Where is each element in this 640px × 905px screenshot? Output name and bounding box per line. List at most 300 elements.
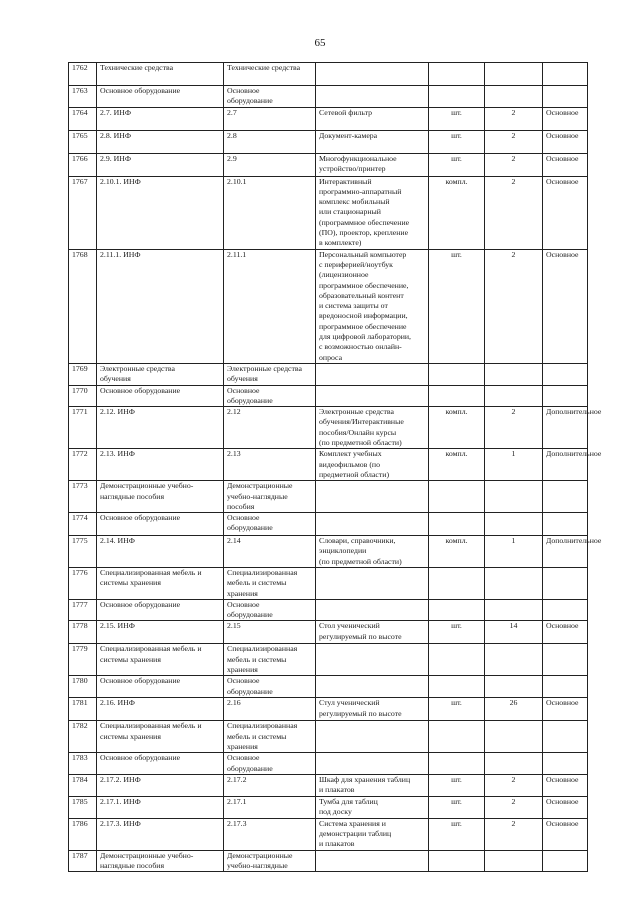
cell-text-line: Основное оборудование (100, 513, 181, 523)
cell-text-line: оборудование (227, 96, 273, 106)
equipment-type-cell (543, 86, 588, 108)
item-name-cell (316, 599, 429, 621)
page-number: 65 (314, 37, 326, 49)
unit-cell (429, 363, 485, 385)
equipment-type-cell: Основное (543, 130, 588, 153)
unit-cell: компл. (429, 449, 485, 481)
row-number-cell: 1771 (69, 407, 97, 449)
cell-text-line: 2.16. ИНФ (100, 698, 135, 708)
cell-text-line: Специализированная (227, 567, 298, 577)
cell-text-line: 2.14. ИНФ (100, 536, 135, 546)
reference-cell (224, 644, 316, 676)
table-row (69, 385, 588, 407)
cell-text-line: Специализированная (227, 644, 298, 654)
quantity-cell: 26 (485, 698, 543, 721)
equipment-type-cell: Основное (543, 698, 588, 721)
item-name-cell (316, 721, 429, 753)
cell-text-line: Документ-камера (319, 130, 378, 140)
cell-text-line: 2.17.2. ИНФ (100, 774, 141, 784)
cell-text-line: демонстрации таблиц (319, 829, 392, 839)
row-number-cell: 1785 (69, 796, 97, 818)
quantity-cell (485, 850, 543, 872)
cell-text-line: и система защиты от (319, 301, 388, 311)
cell-text-line: Специализированная мебель и (100, 721, 202, 731)
quantity-cell (485, 567, 543, 599)
table-row (69, 753, 588, 775)
item-name-cell (316, 567, 429, 599)
unit-cell (429, 676, 485, 698)
cell-text-line: 2.7 (227, 107, 237, 117)
unit-cell: шт. (429, 818, 485, 850)
item-name-cell (316, 698, 429, 721)
row-number-cell: 1768 (69, 249, 97, 363)
equipment-type-cell (543, 850, 588, 872)
quantity-cell (485, 513, 543, 536)
cell-text-line: 2.13. ИНФ (100, 449, 135, 459)
cell-text-line: 2.15 (227, 621, 241, 631)
equipment-type-cell (543, 644, 588, 676)
section-code-cell (97, 449, 224, 481)
section-code-cell (97, 818, 224, 850)
reference-cell (224, 753, 316, 775)
unit-cell: шт. (429, 153, 485, 176)
reference-cell (224, 698, 316, 721)
cell-text-line: Основное (227, 753, 260, 763)
cell-text-line: Демонстрационные учебно- (100, 481, 194, 491)
row-number-cell: 1764 (69, 107, 97, 130)
reference-cell (224, 850, 316, 872)
cell-text-line: под доску (319, 807, 352, 817)
item-name-cell (316, 818, 429, 850)
cell-text-line: и плакатов (319, 839, 355, 849)
unit-cell: шт. (429, 107, 485, 130)
table-row (69, 536, 588, 568)
table-row (69, 676, 588, 698)
reference-cell (224, 86, 316, 108)
equipment-type-cell (543, 599, 588, 621)
cell-text-line: Специализированная мебель и (100, 644, 202, 654)
equipment-type-cell (543, 385, 588, 407)
item-name-cell (316, 249, 429, 363)
reference-cell (224, 599, 316, 621)
quantity-cell: 2 (485, 153, 543, 176)
cell-text-line: предметной области) (319, 469, 390, 479)
cell-text-line: 2.16 (227, 698, 241, 708)
cell-text-line: 2.17.3. ИНФ (100, 818, 141, 828)
quantity-cell: 1 (485, 536, 543, 568)
equipment-type-cell: Основное (543, 107, 588, 130)
reference-cell (224, 481, 316, 513)
quantity-cell: 2 (485, 818, 543, 850)
row-number-cell: 1772 (69, 449, 97, 481)
row-number-cell: 1767 (69, 176, 97, 249)
equipment-type-cell (543, 63, 588, 86)
cell-text-line: Демонстрационные (227, 481, 293, 491)
cell-text-line: Специализированная мебель и (100, 567, 202, 577)
quantity-cell: 2 (485, 107, 543, 130)
table-row (69, 599, 588, 621)
cell-text-line: 2.17.3 (227, 818, 247, 828)
quantity-cell: 2 (485, 176, 543, 249)
row-number-cell: 1780 (69, 676, 97, 698)
item-name-cell (316, 385, 429, 407)
cell-text-line: Словари, справочники, (319, 536, 396, 546)
section-code-cell (97, 63, 224, 86)
cell-text-line: Основное оборудование (100, 599, 181, 609)
reference-cell (224, 63, 316, 86)
table-row (69, 481, 588, 513)
cell-text-line: системы хранения (100, 731, 161, 741)
equipment-type-cell: Дополнительное (543, 449, 588, 481)
unit-cell (429, 567, 485, 599)
section-code-cell (97, 481, 224, 513)
cell-text-line: 2.10.1. ИНФ (100, 176, 141, 186)
cell-text-line: 2.15. ИНФ (100, 621, 135, 631)
cell-text-line: 2.17.2 (227, 774, 247, 784)
cell-text-line: Сетевой фильтр (319, 107, 373, 117)
section-code-cell (97, 513, 224, 536)
cell-text-line: программное обеспечение, (319, 280, 409, 290)
cell-text-line: Электронные средства (319, 407, 394, 417)
section-code-cell (97, 753, 224, 775)
item-name-cell (316, 850, 429, 872)
row-number-cell: 1769 (69, 363, 97, 385)
unit-cell (429, 753, 485, 775)
quantity-cell (485, 86, 543, 108)
table-row (69, 176, 588, 249)
quantity-cell (485, 363, 543, 385)
unit-cell (429, 86, 485, 108)
cell-text-line: оборудование (227, 523, 273, 533)
reference-cell (224, 153, 316, 176)
table-row (69, 796, 588, 818)
table-row (69, 698, 588, 721)
cell-text-line: 2.12 (227, 407, 241, 417)
cell-text-line: системы хранения (100, 654, 161, 664)
table-row (69, 818, 588, 850)
item-name-cell (316, 86, 429, 108)
cell-text-line: хранения (227, 588, 258, 598)
reference-cell (224, 796, 316, 818)
unit-cell (429, 599, 485, 621)
cell-text-line: мебель и системы (227, 578, 287, 588)
reference-cell (224, 107, 316, 130)
row-number-cell: 1778 (69, 621, 97, 644)
reference-cell (224, 176, 316, 249)
reference-cell (224, 676, 316, 698)
item-name-cell (316, 481, 429, 513)
unit-cell (429, 850, 485, 872)
cell-text-line: комплекс мобильный (319, 197, 390, 207)
cell-text-line: Стул ученический (319, 698, 380, 708)
row-number-cell: 1765 (69, 130, 97, 153)
quantity-cell (485, 753, 543, 775)
cell-text-line: опроса (319, 352, 343, 362)
table-row (69, 63, 588, 86)
cell-text-line: обучения (100, 374, 131, 384)
row-number-cell: 1773 (69, 481, 97, 513)
cell-text-line: наглядные пособия (100, 491, 165, 501)
cell-text-line: оборудование (227, 763, 273, 773)
table-body (69, 63, 602, 872)
reference-cell (224, 818, 316, 850)
cell-text-line: Основное (227, 86, 260, 95)
section-code-cell (97, 599, 224, 621)
equipment-type-cell: Основное (543, 176, 588, 249)
item-name-cell (316, 753, 429, 775)
item-name-cell (316, 536, 429, 568)
section-code-cell (97, 676, 224, 698)
unit-cell (429, 63, 485, 86)
table-row (69, 153, 588, 176)
row-number-cell: 1782 (69, 721, 97, 753)
cell-text-line: Система хранения и (319, 818, 386, 828)
equipment-type-cell: Основное (543, 796, 588, 818)
unit-cell: шт. (429, 130, 485, 153)
cell-text-line: вредоносной информации, (319, 311, 408, 321)
quantity-cell (485, 721, 543, 753)
item-name-cell (316, 176, 429, 249)
equipment-type-cell: Основное (543, 153, 588, 176)
row-number-cell: 1774 (69, 513, 97, 536)
section-code-cell (97, 698, 224, 721)
unit-cell (429, 481, 485, 513)
unit-cell (429, 385, 485, 407)
reference-cell (224, 249, 316, 363)
cell-text-line: 2.13 (227, 449, 241, 459)
cell-text-line: регулируемый по высоте (319, 631, 402, 641)
quantity-cell: 1 (485, 449, 543, 481)
quantity-cell: 2 (485, 796, 543, 818)
equipment-type-cell (543, 567, 588, 599)
equipment-type-cell: Основное (543, 774, 588, 796)
quantity-cell (485, 644, 543, 676)
reference-cell (224, 130, 316, 153)
equipment-type-cell (543, 513, 588, 536)
cell-text-line: обучения/Интерактивные (319, 417, 404, 427)
row-number-cell: 1784 (69, 774, 97, 796)
cell-text-line: Основное (227, 385, 260, 395)
cell-text-line: Технические средства (100, 63, 174, 72)
item-name-cell (316, 449, 429, 481)
cell-text-line: регулируемый по высоте (319, 708, 402, 718)
cell-text-line: Демонстрационные (227, 850, 293, 860)
item-name-cell (316, 513, 429, 536)
cell-text-line: (по предметной области) (319, 556, 402, 566)
cell-text-line: 2.17.1 (227, 796, 247, 806)
cell-text-line: 2.9. ИНФ (100, 153, 132, 163)
item-name-cell (316, 107, 429, 130)
row-number-cell: 1777 (69, 599, 97, 621)
quantity-cell (485, 599, 543, 621)
cell-text-line: Демонстрационные учебно- (100, 850, 194, 860)
table-row (69, 249, 588, 363)
table-row (69, 567, 588, 599)
section-code-cell (97, 176, 224, 249)
section-code-cell (97, 536, 224, 568)
cell-text-line: 2.8 (227, 130, 237, 140)
unit-cell (429, 644, 485, 676)
cell-text-line: 2.14 (227, 536, 241, 546)
item-name-cell (316, 363, 429, 385)
table-row (69, 850, 588, 872)
unit-cell: компл. (429, 176, 485, 249)
equipment-type-cell: Основное (543, 621, 588, 644)
equipment-type-cell: Дополнительное (543, 536, 588, 568)
equipment-type-cell: Основное (543, 249, 588, 363)
section-code-cell (97, 850, 224, 872)
section-code-cell (97, 621, 224, 644)
cell-text-line: энциклопедии (319, 546, 367, 556)
cell-text-line: Персональный компьютер (319, 249, 407, 259)
cell-text-line: учебно-наглядные (227, 491, 288, 501)
unit-cell (429, 721, 485, 753)
cell-text-line: видеофильмов (по (319, 459, 380, 469)
cell-text-line: образовательный контент (319, 290, 404, 300)
row-number-cell: 1781 (69, 698, 97, 721)
reference-cell (224, 449, 316, 481)
cell-text-line: оборудование (227, 686, 273, 696)
reference-cell (224, 721, 316, 753)
table-row (69, 621, 588, 644)
cell-text-line: пособия (227, 501, 255, 511)
equipment-type-cell (543, 721, 588, 753)
cell-text-line: Основное (227, 676, 260, 686)
quantity-cell: 14 (485, 621, 543, 644)
section-code-cell (97, 86, 224, 108)
cell-text-line: устройство/принтер (319, 163, 386, 173)
cell-text-line: Основное (227, 513, 260, 523)
cell-text-line: 2.17.1. ИНФ (100, 796, 141, 806)
cell-text-line: Основное оборудование (100, 385, 181, 395)
item-name-cell (316, 153, 429, 176)
section-code-cell (97, 107, 224, 130)
cell-text-line: 2.9 (227, 153, 237, 163)
cell-text-line: Многофункциональное (319, 153, 397, 163)
cell-text-line: оборудование (227, 610, 273, 620)
equipment-type-cell (543, 676, 588, 698)
item-name-cell (316, 621, 429, 644)
unit-cell: компл. (429, 407, 485, 449)
quantity-cell (485, 63, 543, 86)
reference-cell (224, 407, 316, 449)
table-row (69, 449, 588, 481)
row-number-cell: 1775 (69, 536, 97, 568)
table-row (69, 513, 588, 536)
cell-text-line: (ПО), проектор, крепление (319, 228, 409, 238)
row-number-cell: 1763 (69, 86, 97, 108)
cell-text-line: программное обеспечение (319, 321, 407, 331)
cell-text-line: (программное обеспечение (319, 217, 410, 227)
cell-text-line: хранения (227, 741, 258, 751)
table-row (69, 774, 588, 796)
table-row (69, 407, 588, 449)
row-number-cell: 1766 (69, 153, 97, 176)
cell-text-line: 2.12. ИНФ (100, 407, 135, 417)
equipment-type-cell (543, 363, 588, 385)
cell-text-line: системы хранения (100, 578, 161, 588)
equipment-type-cell: Основное (543, 818, 588, 850)
section-code-cell (97, 644, 224, 676)
cell-text-line: Основное (227, 599, 260, 609)
cell-text-line: для цифровой лаборатории, (319, 332, 412, 342)
section-code-cell (97, 774, 224, 796)
cell-text-line: Стол ученический (319, 621, 380, 631)
cell-text-line: Интерактивный (319, 176, 372, 186)
table-row (69, 721, 588, 753)
section-code-cell (97, 796, 224, 818)
unit-cell: шт. (429, 621, 485, 644)
cell-text-line: Технические средства (227, 63, 301, 72)
row-number-cell: 1783 (69, 753, 97, 775)
table-row (69, 644, 588, 676)
reference-cell (224, 774, 316, 796)
quantity-cell: 2 (485, 407, 543, 449)
table-row (69, 363, 588, 385)
cell-text-line: (лицензионное (319, 270, 369, 280)
cell-text-line: Электронные средства (100, 363, 175, 373)
row-number-cell: 1787 (69, 850, 97, 872)
reference-cell (224, 567, 316, 599)
cell-text-line: Электронные средства (227, 363, 302, 373)
cell-text-line: Шкаф для хранения таблиц (319, 774, 411, 784)
section-code-cell (97, 363, 224, 385)
table-row (69, 86, 588, 108)
table-row (69, 130, 588, 153)
cell-text-line: в комплекте) (319, 238, 362, 248)
reference-cell (224, 536, 316, 568)
equipment-table (68, 62, 602, 872)
cell-text-line: Тумба для таблиц (319, 796, 378, 806)
cell-text-line: с возможностью онлайн- (319, 342, 402, 352)
section-code-cell (97, 721, 224, 753)
unit-cell: шт. (429, 698, 485, 721)
cell-text-line: наглядные пособия (100, 861, 165, 871)
reference-cell (224, 621, 316, 644)
item-name-cell (316, 63, 429, 86)
unit-cell: шт. (429, 774, 485, 796)
cell-text-line: 2.8. ИНФ (100, 130, 132, 140)
quantity-cell: 2 (485, 249, 543, 363)
cell-text-line: и плакатов (319, 785, 355, 795)
item-name-cell (316, 796, 429, 818)
cell-text-line: Основное оборудование (100, 753, 181, 763)
cell-text-line: 2.7. ИНФ (100, 107, 132, 117)
quantity-cell: 2 (485, 130, 543, 153)
item-name-cell (316, 774, 429, 796)
quantity-cell: 2 (485, 774, 543, 796)
section-code-cell (97, 130, 224, 153)
equipment-type-cell: Дополнительное (543, 407, 588, 449)
item-name-cell (316, 644, 429, 676)
cell-text-line: (по предметной области) (319, 438, 402, 448)
cell-text-line: с периферией/ноутбук (319, 259, 393, 269)
section-code-cell (97, 249, 224, 363)
item-name-cell (316, 407, 429, 449)
reference-cell (224, 513, 316, 536)
item-name-cell (316, 676, 429, 698)
quantity-cell (485, 676, 543, 698)
section-code-cell (97, 407, 224, 449)
cell-text-line: 2.11.1. ИНФ (100, 249, 141, 259)
section-code-cell (97, 567, 224, 599)
row-number-cell: 1786 (69, 818, 97, 850)
cell-text-line: Комплект учебных (319, 449, 382, 459)
section-code-cell (97, 385, 224, 407)
cell-text-line: мебель и системы (227, 654, 287, 664)
row-number-cell: 1762 (69, 63, 97, 86)
row-number-cell: 1779 (69, 644, 97, 676)
